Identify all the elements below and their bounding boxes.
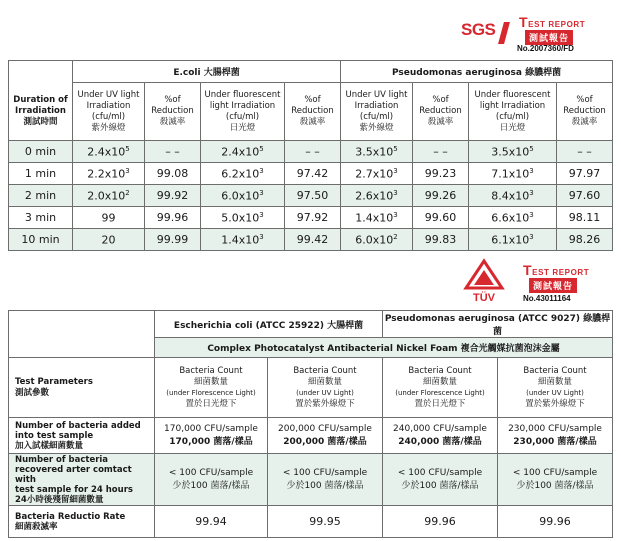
count-cell: $7.1x10^3$ [469, 163, 557, 185]
duration-header: Duration of Irradiation 測試時間 [9, 83, 73, 141]
param-cell: Bacteria Count 細菌數量 (under UV Light) 置於紫外線燈下 [498, 358, 613, 418]
bacteria-added-label: Number of bacteria added into test sample 加入試樣細菌數量 [9, 418, 155, 454]
bacteria-recovered-cell: < 100 CFU/sample 少於100 菌落/樣品 [155, 454, 268, 506]
reduction-cell: 98.11 [557, 207, 613, 229]
count-cell: $1.4x10^3$ [341, 207, 413, 229]
count-cell: $3.5x10^5$ [469, 141, 557, 163]
sgs-logo [461, 20, 503, 46]
count-cell: $1.4x10^3$ [201, 229, 285, 251]
reduction-cell: 99.99 [145, 229, 201, 251]
test-report-label: TEST REPORT [519, 14, 586, 30]
col-header: Under fluorescent light Irradiation (cfu/ml) 日光燈 [201, 83, 285, 141]
reduction-cell: 99.83 [413, 229, 469, 251]
count-cell: $6.2x10^3$ [201, 163, 285, 185]
col-header: Under UV light Irradiation (cfu/ml) 紫外線燈 [73, 83, 145, 141]
reduction-cell: 97.97 [557, 163, 613, 185]
material-subtitle: Complex Photocatalyst Antibacterial Nickel Foam 複合光觸媒抗菌泡沫金屬 [155, 338, 613, 358]
reduction-cell: 97.60 [557, 185, 613, 207]
test-report-cjk-label: 測試報告 [529, 278, 577, 293]
table-row [9, 141, 613, 163]
count-cell: $2.2x10^3$ [73, 163, 145, 185]
count-cell: $2.4x10^5$ [73, 141, 145, 163]
param-cell: Bacteria Count 細菌數量 (under Florescence Light) 置於日光燈下 [155, 358, 268, 418]
tuv-logo-text: TÜV [473, 292, 495, 304]
ecoli-header: E.coli 大腸桿菌 [73, 61, 341, 83]
report-number: No.43011164 [523, 294, 571, 303]
reduction-rate-cell: 99.96 [498, 506, 613, 538]
bacteria-added-cell: 240,000 CFU/sample 240,000 菌落/樣品 [383, 418, 498, 454]
sgs-results-table [8, 60, 613, 251]
col-header: %of Reduction 殺滅率 [413, 83, 469, 141]
reduction-cell: 97.42 [285, 163, 341, 185]
duration-header-top [9, 61, 73, 83]
reduction-rate-cell: 99.94 [155, 506, 268, 538]
count-cell: $2.7x10^3$ [341, 163, 413, 185]
bacteria-added-cell: 170,000 CFU/sample 170,000 菌落/樣品 [155, 418, 268, 454]
col-header: %of Reduction 殺滅率 [145, 83, 201, 141]
table-row [9, 207, 613, 229]
duration-cell: 0 min [9, 141, 73, 163]
count-cell: $6.0x10^2$ [341, 229, 413, 251]
reduction-cell: 98.26 [557, 229, 613, 251]
tuv-report-header [461, 258, 611, 306]
count-cell: $6.6x10^3$ [469, 207, 557, 229]
bacteria-recovered-cell: < 100 CFU/sample 少於100 菌落/樣品 [383, 454, 498, 506]
count-cell: $2.4x10^5$ [201, 141, 285, 163]
table-row [9, 163, 613, 185]
pseudomonas-atcc-header: Pseudomonas aeruginosa (ATCC 9027) 綠膿桿菌 [383, 311, 613, 338]
pseudomonas-header: Pseudomonas aeruginosa 綠膿桿菌 [341, 61, 613, 83]
reduction-cell: 99.08 [145, 163, 201, 185]
sgs-logo-bar [498, 22, 510, 44]
reduction-cell: 99.60 [413, 207, 469, 229]
duration-cell: 10 min [9, 229, 73, 251]
blank-corner-cell [9, 311, 155, 358]
reduction-cell: 97.92 [285, 207, 341, 229]
reduction-cell: 99.23 [413, 163, 469, 185]
duration-cell: 2 min [9, 185, 73, 207]
duration-cell: 3 min [9, 207, 73, 229]
reduction-cell: 99.92 [145, 185, 201, 207]
count-cell: $5.0x10^3$ [201, 207, 285, 229]
count-cell: $2.0x10^2$ [73, 185, 145, 207]
reduction-cell: – – [557, 141, 613, 163]
reduction-cell: – – [285, 141, 341, 163]
bacteria-recovered-cell: < 100 CFU/sample 少於100 菌落/樣品 [268, 454, 383, 506]
reduction-cell: – – [413, 141, 469, 163]
count-cell: $8.4x10^3$ [469, 185, 557, 207]
reduction-cell: – – [145, 141, 201, 163]
table-row [9, 185, 613, 207]
reduction-cell: 99.42 [285, 229, 341, 251]
test-parameters-label: Test Parameters 測試參數 [9, 358, 155, 418]
bacteria-added-cell: 200,000 CFU/sample 200,000 菌落/樣品 [268, 418, 383, 454]
reduction-rate-cell: 99.95 [268, 506, 383, 538]
bacteria-recovered-label: Number of bacteria recovered arter comtact with test sample for 24 hours 24小時後殘留細菌數量 [9, 454, 155, 506]
count-cell: 99 [73, 207, 145, 229]
col-header: %of Reduction 殺滅率 [557, 83, 613, 141]
duration-cell: 1 min [9, 163, 73, 185]
param-cell: Bacteria Count 細菌數量 (under Florescence Light) 置於日光燈下 [383, 358, 498, 418]
col-header: Under UV light Irradiation (cfu/ml) 紫外線燈 [341, 83, 413, 141]
reduction-rate-cell: 99.96 [383, 506, 498, 538]
reduction-cell: 99.26 [413, 185, 469, 207]
param-cell: Bacteria Count 細菌數量 (under UV Light) 置於紫外線燈下 [268, 358, 383, 418]
tuv-results-table [8, 310, 613, 538]
ecoli-atcc-header: Escherichia coli (ATCC 25922) 大腸桿菌 [155, 311, 383, 338]
bacteria-added-cell: 230,000 CFU/sample 230,000 菌落/樣品 [498, 418, 613, 454]
count-cell: $6.0x10^3$ [201, 185, 285, 207]
test-report-label: TEST REPORT [523, 262, 590, 278]
col-header: %of Reduction 殺滅率 [285, 83, 341, 141]
table-row [9, 229, 613, 251]
count-cell: $2.6x10^3$ [341, 185, 413, 207]
col-header: Under fluorescent light Irradiation (cfu/ml) 日光燈 [469, 83, 557, 141]
test-report-cjk-label: 測試報告 [525, 30, 573, 45]
tuv-logo-icon [461, 258, 507, 304]
count-cell: $3.5x10^5$ [341, 141, 413, 163]
reduction-rate-label: Bacteria Reductio Rate 細菌殺滅率 [9, 506, 155, 538]
sgs-logo-text: SGS [461, 20, 496, 39]
reduction-cell: 99.96 [145, 207, 201, 229]
bacteria-recovered-cell: < 100 CFU/sample 少於100 菌落/樣品 [498, 454, 613, 506]
reduction-cell: 97.50 [285, 185, 341, 207]
sgs-report-header [461, 8, 611, 54]
report-number: No.2007360/FD [517, 44, 574, 53]
count-cell: 20 [73, 229, 145, 251]
count-cell: $6.1x10^3$ [469, 229, 557, 251]
